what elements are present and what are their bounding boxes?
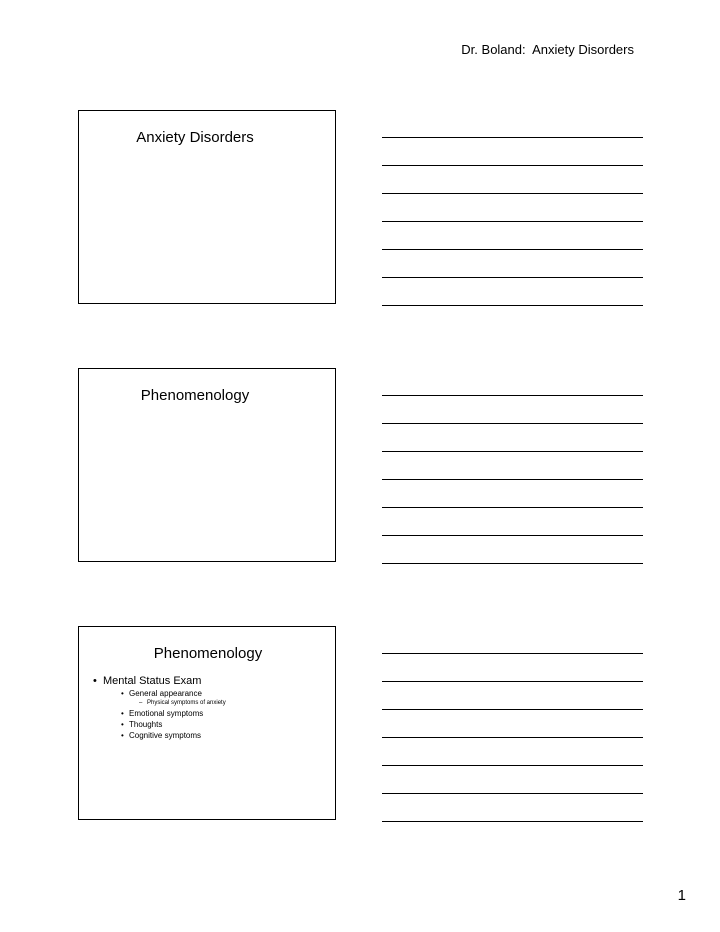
note-line: [382, 535, 643, 536]
note-line: [382, 479, 643, 480]
note-line: [382, 709, 643, 710]
note-line: [382, 653, 643, 654]
note-line: [382, 395, 643, 396]
slide-2: [78, 368, 336, 562]
slide-1: [78, 110, 336, 304]
note-line: [382, 193, 643, 194]
note-line: [382, 277, 643, 278]
slide-3: [78, 626, 336, 820]
note-line: [382, 793, 643, 794]
slide-bullets: [93, 675, 327, 742]
bullet-item: – Physical symptoms of anxiety: [93, 700, 327, 706]
note-line: [382, 305, 643, 306]
bullet-item: • Cognitive symptoms: [93, 731, 327, 740]
bullet-item: • General appearance: [93, 689, 327, 698]
bullet-item: • Thoughts: [93, 720, 327, 729]
bullet-item: • Emotional symptoms: [93, 709, 327, 718]
note-line: [382, 737, 643, 738]
note-line: [382, 681, 643, 682]
note-line: [382, 221, 643, 222]
slide-title: Phenomenology: [153, 645, 263, 662]
note-line: [382, 249, 643, 250]
note-line: [382, 563, 643, 564]
note-line: [382, 765, 643, 766]
slide-title: Anxiety Disorders: [136, 129, 254, 146]
bullet-item: • Mental Status Exam: [93, 675, 327, 687]
note-line: [382, 165, 643, 166]
note-line: [382, 507, 643, 508]
page-header: Dr. Boland: Anxiety Disorders: [461, 42, 634, 57]
note-line: [382, 137, 643, 138]
note-line: [382, 451, 643, 452]
note-line: [382, 821, 643, 822]
page-number: 1: [677, 887, 686, 904]
note-line: [382, 423, 643, 424]
slide-title: Phenomenology: [140, 387, 250, 404]
